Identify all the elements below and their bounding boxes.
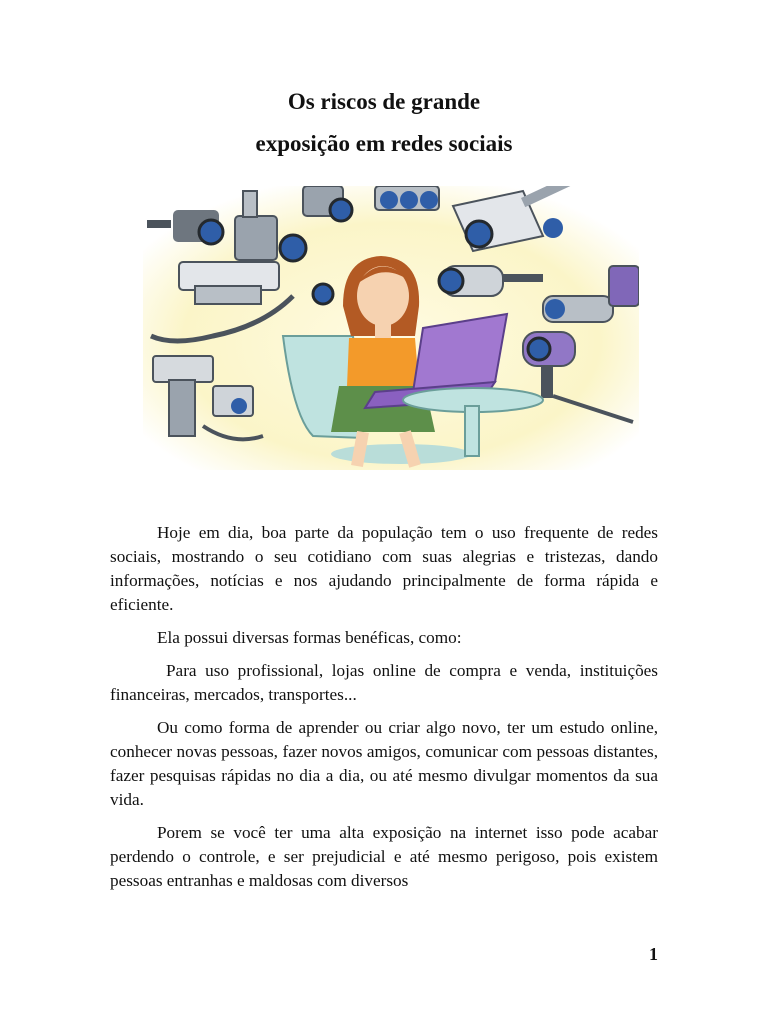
page-title-line-1: Os riscos de grande: [287, 89, 481, 114]
page-number: 1: [649, 944, 658, 964]
paragraph-3: Para uso profissional, lojas online de compra e venda, instituições financeiras, mercados, transportes...: [110, 661, 658, 704]
page-title-line-2: exposição em redes sociais: [255, 131, 513, 156]
paragraph-1: Hoje em dia, boa parte da população tem o uso frequente de redes sociais, mostrando o seu cotidiano com suas alegrias e tristezas, dando informações, notícias e nos ajudando principalmente de forma rápida e eficiente.: [110, 523, 658, 614]
paragraph-5: Porem se você ter uma alta exposição na internet isso pode acabar perdendo o controle, e ser prejudicial e até mesmo perigoso, pois existem pessoas entranhas e maldosas com diversos: [110, 823, 658, 890]
document-body: [110, 521, 658, 902]
paragraph-4: Ou como forma de aprender ou criar algo novo, ter um estudo online, conhecer novas pessoas, fazer novos amigos, comunicar com pessoas distantes, fazer pesquisas rápidas no dia a dia, ou até mesmo divulgar momentos da sua vida.: [110, 718, 658, 809]
surveillance-illustration: [143, 186, 639, 470]
paragraph-2: Ela possui diversas formas benéficas, como:: [157, 628, 462, 647]
